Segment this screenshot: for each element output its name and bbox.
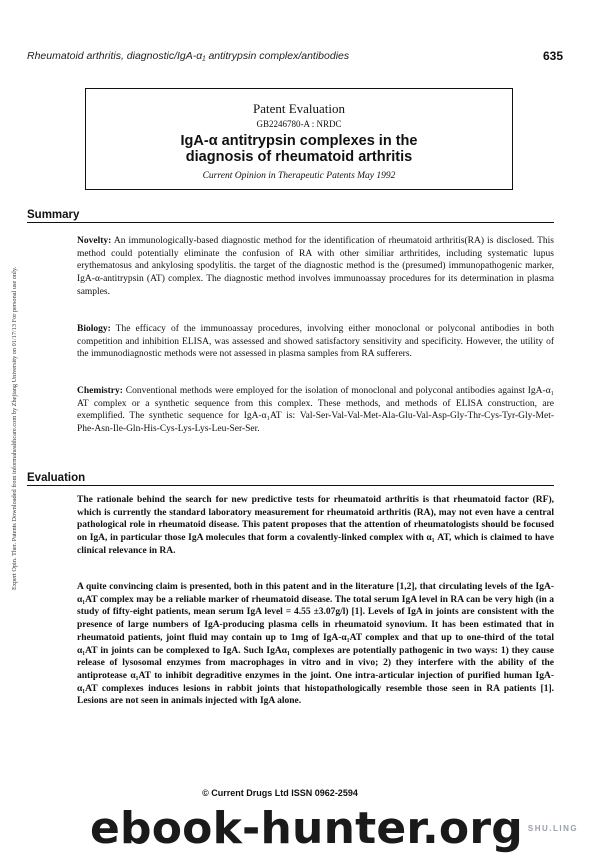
chemistry-lead: Chemistry: [77,386,123,396]
article-source: Current Opinion in Therapeutic Patents May 1992 [202,171,396,181]
evaluation-paragraph-2: A quite convincing claim is presented, both in this patent and in the literature [1,2], that circulating levels of the IgA-α₁AT complex may be a reliable marker of rheumatoid disease. The total serum IgA level in RA can be very high (in a study of fifty-eight patients, mean serum IgA level = 4.55 ±3.07g/l) [1]. Levels of IgA in joints are consistent with the presence of large numbers of IgA-producing plasma cells in rheumatoid synovium. It has been estimated that in rheumatoid patients, joint fluid may contain up to 1mg of IgA-α₁AT complex and that up to one-third of the total α₁AT in joints can be complexed to IgA. Such IgAα₁ complexes are potentially pathogenic in two ways: 1) they cause release of lysosomal enzymes from macrophages in vitro and in vivo; 2) they interfere with the ability of the antiprotease α₁AT to inhibit degraditive enzymes in the joint. One intra-articular injection of purified human IgA-α₁AT complexes induces lesions in rabbit joints that histopathologically resemble those seen in RA patients [1]. Lesions are not seen in animals injected with IgA alone. [77,582,554,707]
biology-text: The efficacy of the immunoassay procedures, involving either monoclonal or polyconal antibodies in both competition and inhibition ELISA, was assessed and showed satisfactory sensitivity and specificity. However, the utility of the immunodiagnostic methods were not assessed in plasma samples from RA sufferers. [77,324,554,360]
novelty-paragraph [77,235,554,299]
patent-code: GB2246780-A : NRDC [256,119,342,129]
download-notice [2,266,28,590]
page-number: 635 [542,49,563,63]
evaluation-paragraph-1: The rationale behind the search for new predictive tests for rheumatoid arthritis is that rheumatoid factor (RF), which is currently the standard laboratory measurement for rheumatoid arthritis (RA), may not even have a central pathological role in rheumatoid disease. This patent proposes that the attention of rheumatologists should be focused on IgA, in particular those IgA molecules that form a covalently-linked complex with α₁ AT, which is claimed to have clinical relevance in RA. [77,495,554,556]
copyright-footer: © Current Drugs Ltd ISSN 0962-2594 [202,788,358,798]
biology-paragraph [77,323,554,361]
corner-logo: SHU.LING [527,824,579,833]
chemistry-paragraph [77,385,554,436]
patent-evaluation-label: Patent Evaluation [252,101,346,116]
article-title [86,133,512,165]
patent-header-box [85,88,513,190]
article-title-line-1: IgA-α antitrypsin complexes in the [180,133,418,149]
download-notice-text: Expert Opin. Ther. Patents Downloaded from informahealthcare.com by Zhejiang University on 01/17/13 For personal use only. [11,266,18,590]
novelty-text: An immunologically-based diagnostic method for the identification of rheumatoid arthritis(RA) is disclosed. This method could potentially eliminate the confusion of RA with other similiar arthritides, including systematic lupus erythematosus and ankylosing spodylitis. the target of the diagnostic method is the (presumed) immunopathogenic marker, IgA-α-antitrypsin (AT) complex. The diagnostic method involves immunoassay procedures for its determination in plasma samples. [77,236,554,297]
chemistry-text: Conventional methods were employed for the isolation of monoclonal and polyconal antibodies against IgA-α₁ AT complex or a synthetic sequence from this complex. These methods, and methods of ELISA construction, are exemplified. The synthetic sequence for IgA-α₁AT is: Val-Ser-Val-Val-Met-Ala-Glu-Val-Asp-Gly-Thr-Cys-Tyr-Gly-Met-Phe-Asn-Ile-Gln-His-Cys-Lys-Lys-Leu-Ser-Ser. [77,386,554,435]
summary-heading: Summary [27,209,554,223]
watermark: ebook-hunter.org [90,806,523,854]
biology-lead: Biology: [77,324,111,334]
running-head: Rheumatoid arthritis, diagnostic/IgA-α₁ antitrypsin complex/antibodies [27,50,350,62]
article-title-line-2: diagnosis of rheumatoid arthritis [185,149,413,165]
novelty-lead: Novelty: [77,236,112,246]
evaluation-heading: Evaluation [27,472,554,486]
